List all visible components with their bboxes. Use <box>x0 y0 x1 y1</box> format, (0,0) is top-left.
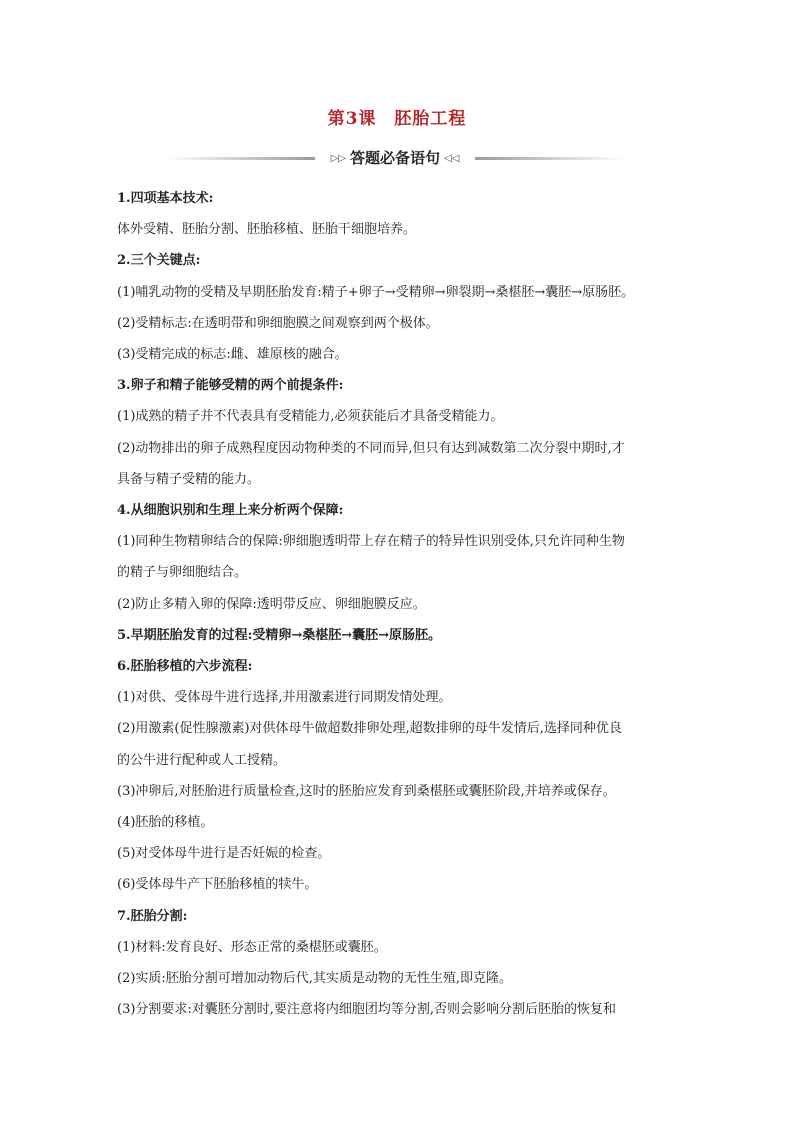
section-heading: 2.三个关键点: <box>117 253 201 269</box>
page-title: 第3课 胚胎工程 <box>327 109 467 129</box>
body-line: 的公牛进行配种或人工授精。 <box>117 752 287 768</box>
body-line: (1)同种生物精卵结合的保障:卵细胞透明带上存在精子的特异性识别受体,只允许同种生物 <box>117 534 625 550</box>
body-line: (1)哺乳动物的受精及早期胚胎发育:精子+卵子→受精卵→卵裂期→桑椹胚→囊胚→原肠胚。 <box>117 284 635 300</box>
body-line: (3)受精完成的标志:雌、雄原核的融合。 <box>117 347 348 363</box>
section-banner <box>165 147 625 169</box>
body-line: (3)冲卵后,对胚胎进行质量检查,这时的胚胎应发育到桑椹胚或囊胚阶段,并培养或保存。 <box>117 783 616 799</box>
section-heading: 6.胚胎移植的六步流程: <box>117 659 253 675</box>
document-body <box>117 183 677 1025</box>
body-line: (6)受体母牛产下胚胎移植的犊牛。 <box>117 877 318 893</box>
body-line: (2)防止多精入卵的保障:透明带反应、卵细胞膜反应。 <box>117 596 426 612</box>
body-line: (4)胚胎的移植。 <box>117 815 214 831</box>
body-line: 具备与精子受精的能力。 <box>117 471 261 487</box>
double-arrow-left-icon: ◁◁ <box>444 152 460 164</box>
double-arrow-right-icon: ▷▷ <box>330 152 346 164</box>
banner-divider-left <box>165 157 315 160</box>
banner-divider-right <box>475 157 625 160</box>
body-line: (5)对受体母牛进行是否妊娠的检查。 <box>117 846 331 862</box>
section-heading: 4.从细胞识别和生理上来分析两个保障: <box>117 503 344 519</box>
body-line: (2)用激素(促性腺激素)对供体母牛做超数排卵处理,超数排卵的母牛发情后,选择同种优良 <box>117 721 622 737</box>
section-heading: 1.四项基本技术: <box>117 191 214 206</box>
body-line: (3)分割要求:对囊胚分割时,要注意将内细胞团均等分割,否则会影响分割后胚胎的恢复和 <box>117 1002 617 1018</box>
banner-label <box>305 147 485 170</box>
body-line: (1)材料:发育良好、形态正常的桑椹胚或囊胚。 <box>117 939 387 955</box>
body-line: (1)对供、受体母牛进行选择,并用激素进行同期发情处理。 <box>117 690 452 706</box>
section-heading: 5.早期胚胎发育的过程:受精卵→桑椹胚→囊胚→原肠胚。 <box>117 627 442 643</box>
body-line: (1)成熟的精子并不代表具有受精能力,必须获能后才具备受精能力。 <box>117 409 504 425</box>
section-heading: 3.卵子和精子能够受精的两个前提条件: <box>117 378 344 394</box>
body-line: (2)实质:胚胎分割可增加动物后代,其实质是动物的无性生殖,即克隆。 <box>117 971 513 987</box>
body-line: 体外受精、胚胎分割、胚胎移植、胚胎干细胞培养。 <box>117 222 417 238</box>
body-line: (2)动物排出的卵子成熟程度因动物种类的不同而异,但只有达到减数第二次分裂中期时,才 <box>117 440 625 456</box>
body-line: 的精子与卵细胞结合。 <box>117 565 248 581</box>
banner-text: 答题必备语句 <box>349 149 440 167</box>
body-line: (2)受精标志:在透明带和卵细胞膜之间观察到两个极体。 <box>117 315 439 331</box>
section-heading: 7.胚胎分割: <box>117 908 188 924</box>
